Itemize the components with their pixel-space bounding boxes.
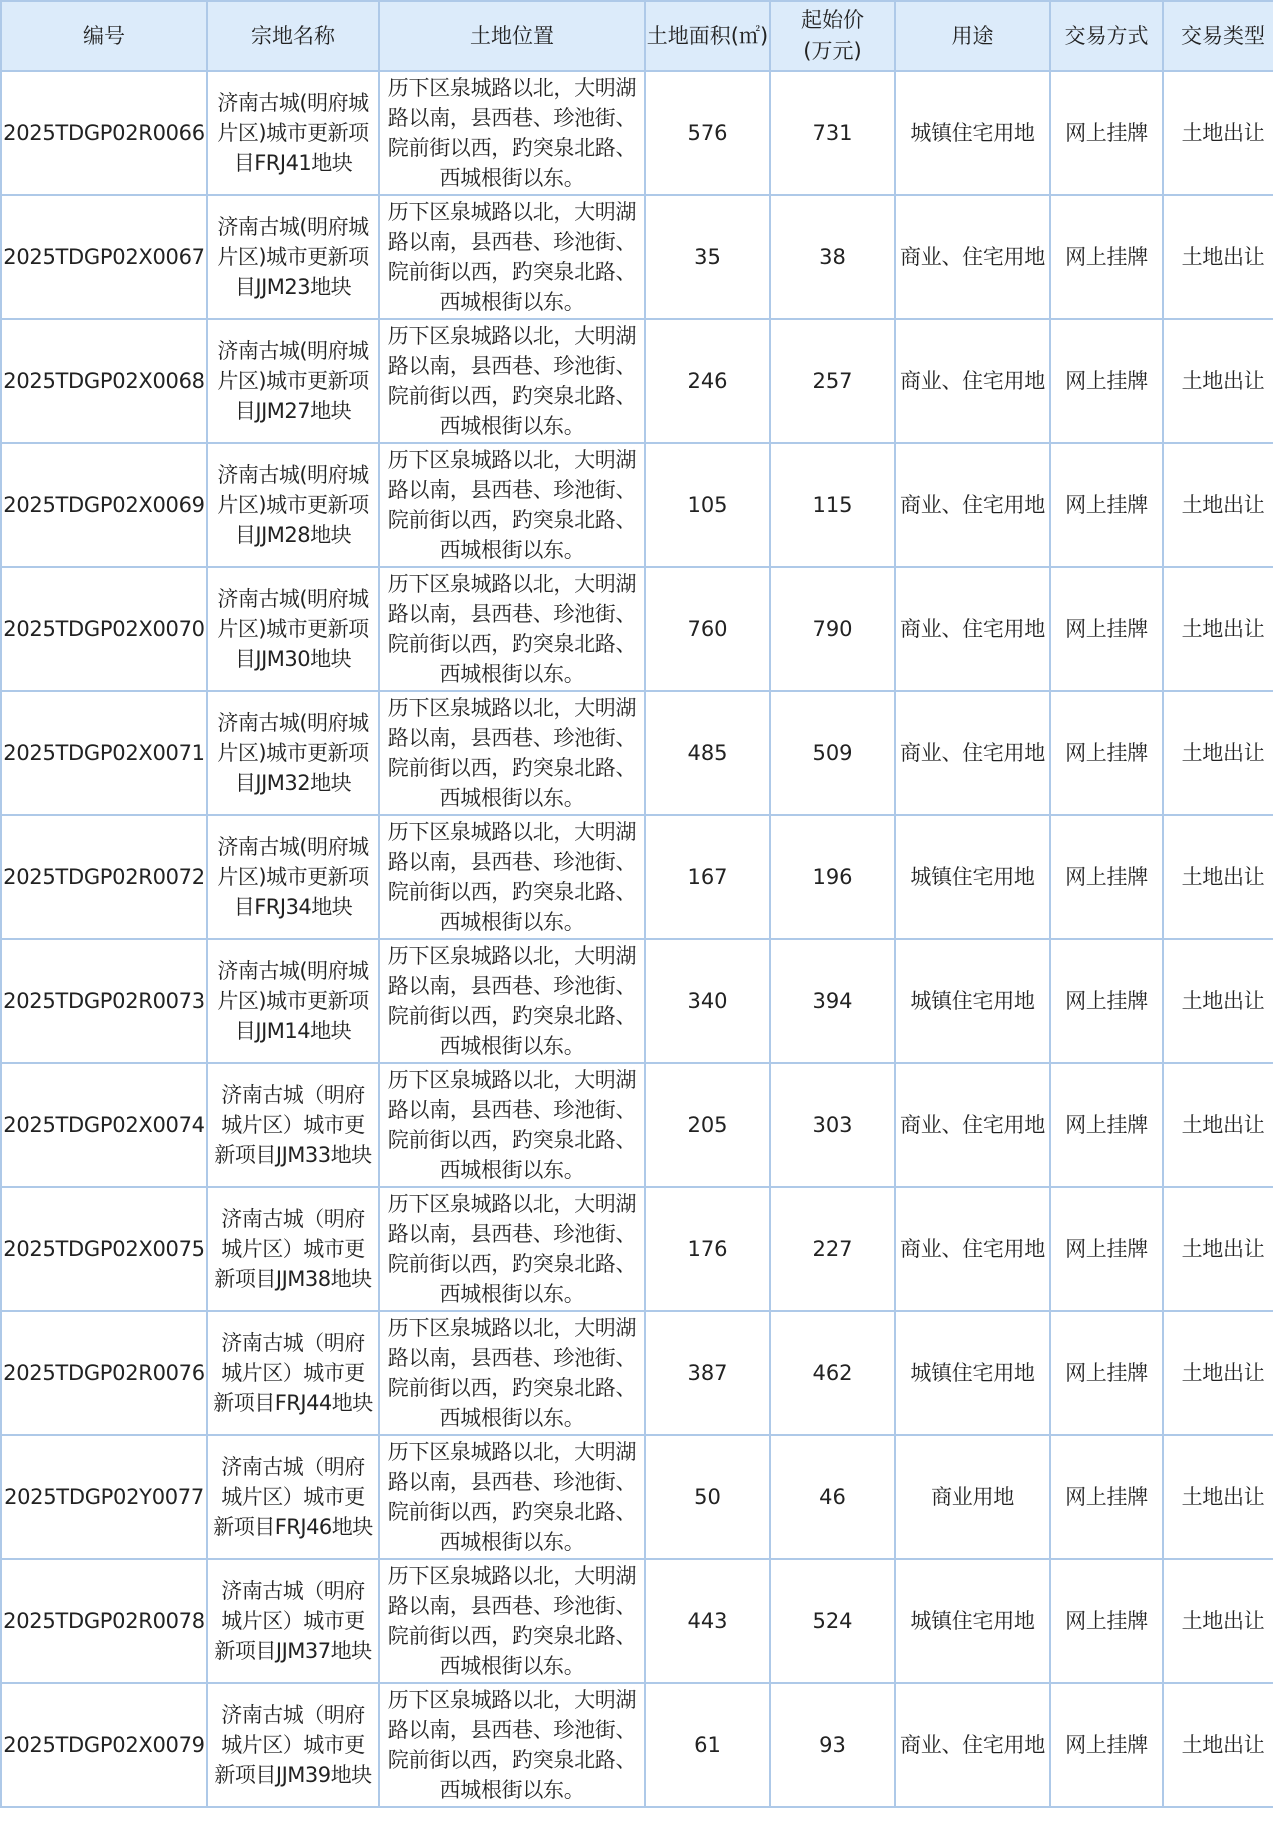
cell-code: 2025TDGP02X0070 [1, 567, 207, 691]
cell-location-line: 路以南，县西巷、珍池街、 [387, 1718, 637, 1742]
header-area: 土地面积(㎡) [645, 1, 770, 71]
cell-location [379, 1311, 645, 1435]
cell-location-line: 院前街以西，趵突泉北路、 [387, 632, 637, 656]
cell-name-line: 济南古城(明府城 [217, 339, 369, 363]
cell-type: 土地出让 [1163, 1435, 1273, 1559]
cell-location-line: 西城根街以东。 [439, 538, 585, 562]
cell-area: 205 [645, 1063, 770, 1187]
cell-name-line: 目JJM32地块 [234, 771, 352, 795]
cell-location-line: 路以南，县西巷、珍池街、 [387, 1594, 637, 1618]
cell-price: 303 [770, 1063, 895, 1187]
table-row [1, 443, 1273, 567]
cell-location-line: 西城根街以东。 [439, 166, 585, 190]
cell-method: 网上挂牌 [1050, 195, 1163, 319]
table-row [1, 1683, 1273, 1807]
cell-name [207, 1311, 379, 1435]
cell-type: 土地出让 [1163, 1063, 1273, 1187]
cell-location-line: 西城根街以东。 [439, 1654, 585, 1678]
cell-type: 土地出让 [1163, 567, 1273, 691]
cell-location-line: 路以南，县西巷、珍池街、 [387, 974, 637, 998]
header-code: 编号 [1, 1, 207, 71]
cell-method: 网上挂牌 [1050, 71, 1163, 195]
cell-use: 城镇住宅用地 [895, 1559, 1050, 1683]
cell-location [379, 1435, 645, 1559]
cell-price: 196 [770, 815, 895, 939]
cell-location-line: 西城根街以东。 [439, 1778, 585, 1802]
cell-location-line: 路以南，县西巷、珍池街、 [387, 850, 637, 874]
cell-name [207, 815, 379, 939]
cell-name-line: 片区)城市更新项 [217, 741, 369, 765]
cell-name [207, 443, 379, 567]
table-header [1, 1, 1273, 71]
cell-area: 35 [645, 195, 770, 319]
cell-code: 2025TDGP02R0073 [1, 939, 207, 1063]
cell-method: 网上挂牌 [1050, 1063, 1163, 1187]
cell-type: 土地出让 [1163, 1559, 1273, 1683]
table-row [1, 691, 1273, 815]
table-row [1, 1435, 1273, 1559]
cell-location-line: 西城根街以东。 [439, 786, 585, 810]
cell-use: 商业、住宅用地 [895, 443, 1050, 567]
cell-price: 731 [770, 71, 895, 195]
cell-location-line: 院前街以西，趵突泉北路、 [387, 880, 637, 904]
cell-name-line: 片区)城市更新项 [217, 493, 369, 517]
cell-area: 176 [645, 1187, 770, 1311]
cell-name-line: 济南古城(明府城 [217, 959, 369, 983]
cell-name-line: 济南古城（明府 [221, 1579, 365, 1603]
cell-use: 城镇住宅用地 [895, 815, 1050, 939]
cell-location-line: 西城根街以东。 [439, 1406, 585, 1430]
cell-use: 商业、住宅用地 [895, 1683, 1050, 1807]
cell-location [379, 443, 645, 567]
cell-area: 443 [645, 1559, 770, 1683]
cell-location-line: 路以南，县西巷、珍池街、 [387, 1346, 637, 1370]
cell-name-line: 目FRJ34地块 [233, 895, 353, 919]
cell-code: 2025TDGP02R0076 [1, 1311, 207, 1435]
header-row [1, 1, 1273, 71]
cell-area: 246 [645, 319, 770, 443]
cell-location-line: 院前街以西，趵突泉北路、 [387, 1748, 637, 1772]
cell-method: 网上挂牌 [1050, 1187, 1163, 1311]
cell-name [207, 691, 379, 815]
cell-use: 商业、住宅用地 [895, 1187, 1050, 1311]
cell-code: 2025TDGP02R0072 [1, 815, 207, 939]
cell-name-line: 新项目JJM37地块 [214, 1639, 372, 1663]
cell-method: 网上挂牌 [1050, 1435, 1163, 1559]
cell-location-line: 西城根街以东。 [439, 1282, 585, 1306]
cell-location-line: 西城根街以东。 [439, 1158, 585, 1182]
cell-location [379, 815, 645, 939]
cell-name-line: 城片区）城市更 [221, 1113, 365, 1137]
cell-name-line: 目JJM23地块 [234, 275, 352, 299]
cell-name [207, 1683, 379, 1807]
cell-location-line: 历下区泉城路以北，大明湖 [387, 1316, 637, 1340]
cell-name-line: 济南古城（明府 [221, 1703, 365, 1727]
cell-type: 土地出让 [1163, 1683, 1273, 1807]
table-body [1, 71, 1273, 1807]
cell-name-line: 新项目FRJ46地块 [213, 1515, 373, 1539]
cell-method: 网上挂牌 [1050, 1559, 1163, 1683]
cell-location [379, 691, 645, 815]
cell-price: 38 [770, 195, 895, 319]
cell-name-line: 济南古城(明府城 [217, 587, 369, 611]
cell-name-line: 片区)城市更新项 [217, 369, 369, 393]
cell-price: 462 [770, 1311, 895, 1435]
cell-location-line: 西城根街以东。 [439, 414, 585, 438]
table-row [1, 1063, 1273, 1187]
cell-location-line: 院前街以西，趵突泉北路、 [387, 1376, 637, 1400]
cell-type: 土地出让 [1163, 71, 1273, 195]
table-row [1, 1559, 1273, 1683]
cell-use: 商业、住宅用地 [895, 195, 1050, 319]
cell-name [207, 939, 379, 1063]
cell-area: 105 [645, 443, 770, 567]
cell-location-line: 院前街以西，趵突泉北路、 [387, 1624, 637, 1648]
cell-use: 城镇住宅用地 [895, 71, 1050, 195]
cell-location-line: 历下区泉城路以北，大明湖 [387, 76, 637, 100]
cell-method: 网上挂牌 [1050, 567, 1163, 691]
cell-location-line: 院前街以西，趵突泉北路、 [387, 260, 637, 284]
cell-type: 土地出让 [1163, 939, 1273, 1063]
cell-location-line: 历下区泉城路以北，大明湖 [387, 1564, 637, 1588]
cell-location [379, 567, 645, 691]
cell-name-line: 济南古城(明府城 [217, 215, 369, 239]
cell-type: 土地出让 [1163, 1187, 1273, 1311]
cell-price: 46 [770, 1435, 895, 1559]
cell-location [379, 1559, 645, 1683]
cell-location-line: 路以南，县西巷、珍池街、 [387, 106, 637, 130]
cell-name-line: 新项目JJM38地块 [214, 1267, 372, 1291]
cell-name-line: 济南古城(明府城 [217, 91, 369, 115]
cell-price: 509 [770, 691, 895, 815]
cell-code: 2025TDGP02X0068 [1, 319, 207, 443]
header-use: 用途 [895, 1, 1050, 71]
cell-location [379, 1063, 645, 1187]
cell-area: 61 [645, 1683, 770, 1807]
cell-location-line: 西城根街以东。 [439, 662, 585, 686]
cell-location [379, 195, 645, 319]
cell-location-line: 历下区泉城路以北，大明湖 [387, 200, 637, 224]
cell-name-line: 片区)城市更新项 [217, 865, 369, 889]
cell-method: 网上挂牌 [1050, 319, 1163, 443]
table-row [1, 319, 1273, 443]
cell-name-line: 城片区）城市更 [221, 1609, 365, 1633]
cell-area: 485 [645, 691, 770, 815]
cell-location-line: 路以南，县西巷、珍池街、 [387, 602, 637, 626]
cell-location-line: 西城根街以东。 [439, 290, 585, 314]
cell-name [207, 567, 379, 691]
header-method: 交易方式 [1050, 1, 1163, 71]
cell-name-line: 目FRJ41地块 [233, 151, 353, 175]
cell-code: 2025TDGP02X0079 [1, 1683, 207, 1807]
header-name: 宗地名称 [207, 1, 379, 71]
cell-location-line: 路以南，县西巷、珍池街、 [387, 1470, 637, 1494]
cell-type: 土地出让 [1163, 443, 1273, 567]
cell-use: 商业、住宅用地 [895, 1063, 1050, 1187]
cell-name-line: 济南古城（明府 [221, 1331, 365, 1355]
cell-name-line: 济南古城(明府城 [217, 463, 369, 487]
header-location: 土地位置 [379, 1, 645, 71]
cell-location-line: 路以南，县西巷、珍池街、 [387, 1098, 637, 1122]
cell-location-line: 历下区泉城路以北，大明湖 [387, 324, 637, 348]
cell-location-line: 院前街以西，趵突泉北路、 [387, 1128, 637, 1152]
cell-method: 网上挂牌 [1050, 1311, 1163, 1435]
cell-use: 城镇住宅用地 [895, 1311, 1050, 1435]
cell-use: 商业、住宅用地 [895, 691, 1050, 815]
header-price-line1: 起始价 [801, 8, 864, 32]
cell-name-line: 济南古城(明府城 [217, 835, 369, 859]
cell-name [207, 195, 379, 319]
cell-location-line: 历下区泉城路以北，大明湖 [387, 448, 637, 472]
cell-use: 商业、住宅用地 [895, 319, 1050, 443]
cell-type: 土地出让 [1163, 319, 1273, 443]
cell-location-line: 历下区泉城路以北，大明湖 [387, 696, 637, 720]
cell-name-line: 济南古城(明府城 [217, 711, 369, 735]
table-row [1, 567, 1273, 691]
cell-location-line: 历下区泉城路以北，大明湖 [387, 1440, 637, 1464]
cell-location-line: 院前街以西，趵突泉北路、 [387, 1500, 637, 1524]
cell-name-line: 城片区）城市更 [221, 1485, 365, 1509]
table-row [1, 1311, 1273, 1435]
header-price [770, 1, 895, 71]
cell-price: 227 [770, 1187, 895, 1311]
cell-area: 50 [645, 1435, 770, 1559]
cell-name [207, 1187, 379, 1311]
cell-area: 576 [645, 71, 770, 195]
cell-name-line: 城片区）城市更 [221, 1361, 365, 1385]
cell-code: 2025TDGP02R0078 [1, 1559, 207, 1683]
cell-use: 商业、住宅用地 [895, 567, 1050, 691]
cell-use: 城镇住宅用地 [895, 939, 1050, 1063]
cell-price: 93 [770, 1683, 895, 1807]
cell-name-line: 片区)城市更新项 [217, 617, 369, 641]
cell-area: 387 [645, 1311, 770, 1435]
cell-code: 2025TDGP02R0066 [1, 71, 207, 195]
cell-name-line: 城片区）城市更 [221, 1237, 365, 1261]
cell-use: 商业用地 [895, 1435, 1050, 1559]
table-row [1, 815, 1273, 939]
cell-name-line: 片区)城市更新项 [217, 121, 369, 145]
cell-area: 760 [645, 567, 770, 691]
cell-location-line: 院前街以西，趵突泉北路、 [387, 1004, 637, 1028]
cell-name-line: 济南古城（明府 [221, 1455, 365, 1479]
cell-location-line: 院前街以西，趵突泉北路、 [387, 1252, 637, 1276]
cell-method: 网上挂牌 [1050, 443, 1163, 567]
cell-location-line: 西城根街以东。 [439, 910, 585, 934]
cell-location-line: 历下区泉城路以北，大明湖 [387, 1192, 637, 1216]
cell-location-line: 路以南，县西巷、珍池街、 [387, 1222, 637, 1246]
cell-code: 2025TDGP02X0075 [1, 1187, 207, 1311]
cell-price: 524 [770, 1559, 895, 1683]
cell-name-line: 目JJM27地块 [234, 399, 352, 423]
cell-name-line: 新项目JJM33地块 [214, 1143, 372, 1167]
cell-name-line: 济南古城（明府 [221, 1207, 365, 1231]
cell-location-line: 历下区泉城路以北，大明湖 [387, 944, 637, 968]
cell-method: 网上挂牌 [1050, 815, 1163, 939]
cell-name-line: 城片区）城市更 [221, 1733, 365, 1757]
header-type: 交易类型 [1163, 1, 1273, 71]
cell-location-line: 路以南，县西巷、珍池街、 [387, 354, 637, 378]
cell-location [379, 71, 645, 195]
cell-type: 土地出让 [1163, 195, 1273, 319]
cell-location [379, 939, 645, 1063]
cell-method: 网上挂牌 [1050, 691, 1163, 815]
cell-location [379, 319, 645, 443]
table-row [1, 1187, 1273, 1311]
cell-type: 土地出让 [1163, 691, 1273, 815]
cell-name-line: 新项目FRJ44地块 [213, 1391, 373, 1415]
cell-location-line: 历下区泉城路以北，大明湖 [387, 1068, 637, 1092]
cell-location [379, 1187, 645, 1311]
cell-location-line: 院前街以西，趵突泉北路、 [387, 136, 637, 160]
cell-price: 257 [770, 319, 895, 443]
cell-name-line: 新项目JJM39地块 [214, 1763, 372, 1787]
cell-name [207, 319, 379, 443]
table-row [1, 195, 1273, 319]
cell-location-line: 历下区泉城路以北，大明湖 [387, 1688, 637, 1712]
cell-price: 790 [770, 567, 895, 691]
cell-name-line: 目JJM28地块 [234, 523, 352, 547]
cell-name-line: 济南古城（明府 [221, 1083, 365, 1107]
cell-location-line: 西城根街以东。 [439, 1034, 585, 1058]
cell-location-line: 路以南，县西巷、珍池街、 [387, 230, 637, 254]
cell-location-line: 院前街以西，趵突泉北路、 [387, 756, 637, 780]
cell-code: 2025TDGP02Y0077 [1, 1435, 207, 1559]
cell-name [207, 71, 379, 195]
cell-price: 394 [770, 939, 895, 1063]
cell-name-line: 目JJM30地块 [234, 647, 352, 671]
cell-name [207, 1559, 379, 1683]
cell-location-line: 西城根街以东。 [439, 1530, 585, 1554]
cell-code: 2025TDGP02X0069 [1, 443, 207, 567]
cell-code: 2025TDGP02X0071 [1, 691, 207, 815]
cell-location-line: 院前街以西，趵突泉北路、 [387, 508, 637, 532]
cell-method: 网上挂牌 [1050, 1683, 1163, 1807]
cell-area: 340 [645, 939, 770, 1063]
cell-location [379, 1683, 645, 1807]
cell-location-line: 院前街以西，趵突泉北路、 [387, 384, 637, 408]
cell-name-line: 片区)城市更新项 [217, 245, 369, 269]
cell-name [207, 1063, 379, 1187]
header-price-line2: (万元) [803, 39, 862, 63]
cell-name [207, 1435, 379, 1559]
cell-name-line: 片区)城市更新项 [217, 989, 369, 1013]
cell-method: 网上挂牌 [1050, 939, 1163, 1063]
cell-area: 167 [645, 815, 770, 939]
cell-location-line: 历下区泉城路以北，大明湖 [387, 820, 637, 844]
cell-location-line: 路以南，县西巷、珍池街、 [387, 478, 637, 502]
cell-name-line: 目JJM14地块 [234, 1019, 352, 1043]
cell-type: 土地出让 [1163, 815, 1273, 939]
cell-code: 2025TDGP02X0074 [1, 1063, 207, 1187]
cell-location-line: 路以南，县西巷、珍池街、 [387, 726, 637, 750]
cell-location-line: 历下区泉城路以北，大明湖 [387, 572, 637, 596]
table-row [1, 71, 1273, 195]
cell-type: 土地出让 [1163, 1311, 1273, 1435]
table-row [1, 939, 1273, 1063]
cell-code: 2025TDGP02X0067 [1, 195, 207, 319]
cell-price: 115 [770, 443, 895, 567]
